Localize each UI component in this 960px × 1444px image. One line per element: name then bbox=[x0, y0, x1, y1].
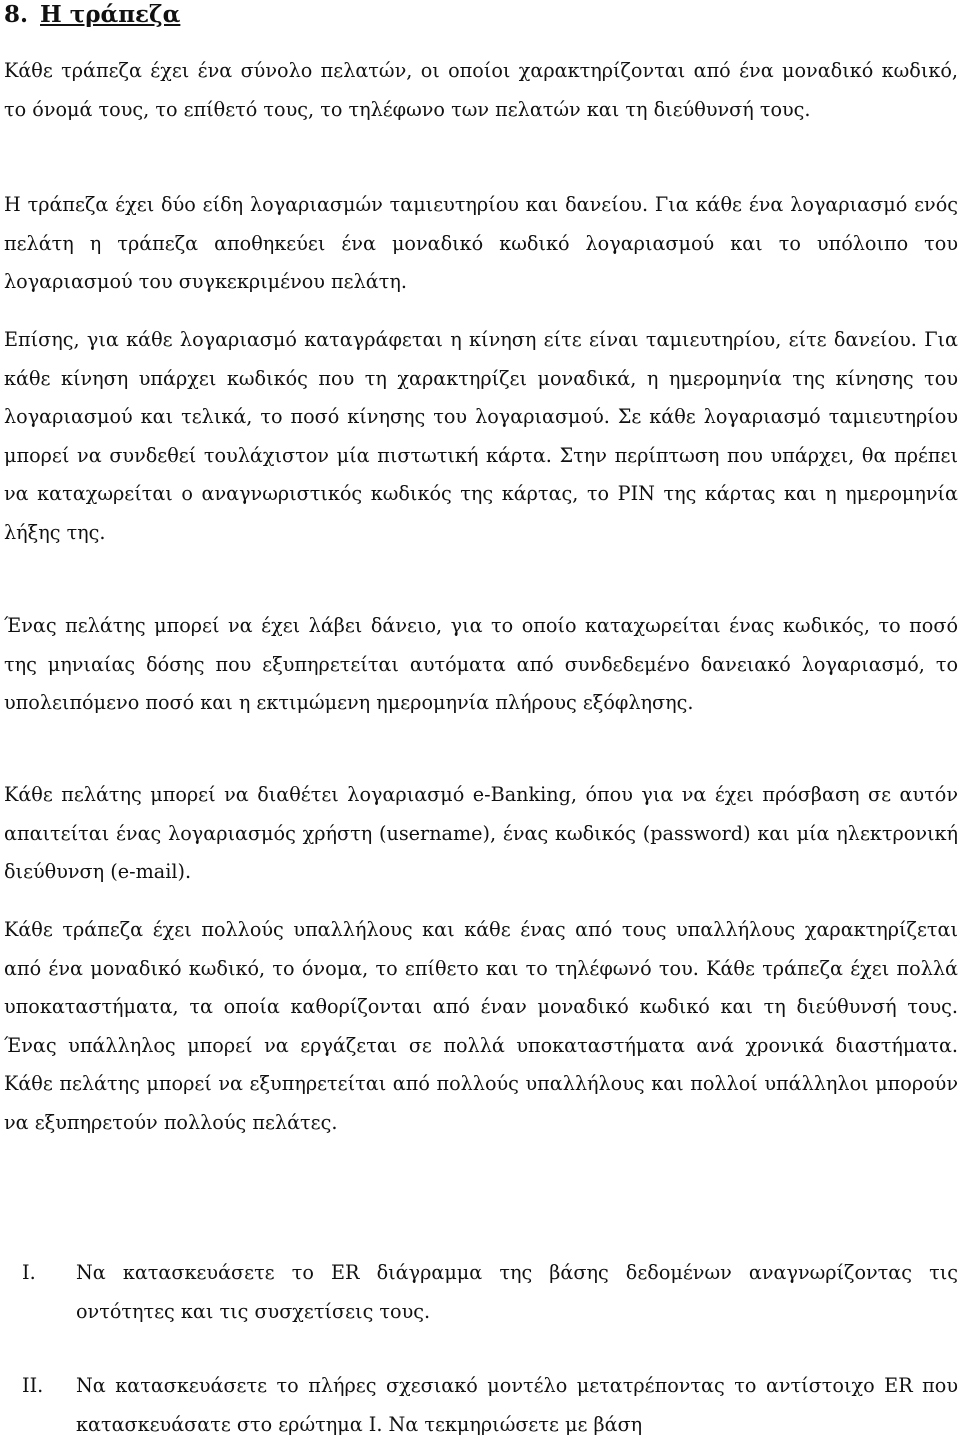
paragraph-accounts: Η τράπεζα έχει δύο είδη λογαριασμών ταμιευτηρίου και δανείου. Για κάθε ένα λογαριασμό ενός πελάτη η τράπεζα αποθηκεύει ένα μοναδικό κωδικό λογαριασμού και το υπόλοιπο του λογαριασμού του συγκεκριμένου πελάτη. bbox=[4, 193, 958, 293]
question-item bbox=[4, 1254, 958, 1331]
section-number: 8. bbox=[4, 1, 29, 28]
question-item bbox=[4, 1367, 958, 1444]
paragraph-customers: Κάθε τράπεζα έχει ένα σύνολο πελατών, οι οποίοι χαρακτηρίζονται από ένα μοναδικό κωδικό, το όνομά τους, το επίθετό τους, το τηλέφωνο των πελατών και τη διεύθυνσή τους. bbox=[4, 59, 958, 121]
section-title: Η τράπεζα bbox=[40, 1, 181, 28]
section-heading bbox=[4, 0, 180, 30]
paragraph-loans: Ένας πελάτης μπορεί να έχει λάβει δάνειο, για το οποίο καταχωρείται ένας κωδικός, το ποσό της μηνιαίας δόσης που εξυπηρετείται αυτόματα από συνδεδεμένο δανειακό λογαριασμό, το υπολειπόμενο ποσό και η εκτιμώμενη ημερομηνία πλήρους εξόφλησης. bbox=[4, 614, 958, 714]
question-number: II. bbox=[22, 1374, 44, 1397]
paragraph-employees: Κάθε τράπεζα έχει πολλούς υπαλλήλους και κάθε ένας από τους υπαλλήλους χαρακτηρίζεται από ένα μοναδικό κωδικό, το όνομα, το επίθετο και το τηλέφωνό του. Κάθε τράπεζα έχει πολλά υποκαταστήματα, τα οποία καθορίζονται από έναν μοναδικό κωδικό και τη διεύθυνσή τους. Ένας υπάλληλος μπορεί να εργάζεται σε πολλά υποκαταστήματα ανά χρονικά διαστήματα. Κάθε πελάτης μπορεί να εξυπηρετείται από πολλούς υπαλλήλους και πολλοί υπάλληλοι μπορούν να εξυπηρετούν πολλούς πελάτες. bbox=[4, 918, 958, 1134]
question-number: I. bbox=[22, 1261, 36, 1284]
paragraph-transactions: Επίσης, για κάθε λογαριασμό καταγράφεται η κίνηση είτε είναι ταμιευτηρίου, είτε δανείου. Για κάθε κίνηση υπάρχει κωδικός που τη χαρακτηρίζει μοναδικά, η ημερομηνία της κίνησης του λογαριασμού και τελικά, το ποσό κίνησης του λογαριασμού. Σε κάθε λογαριασμό ταμιευτηρίου μπορεί να συνδεθεί τουλάχιστον μία πιστωτική κάρτα. Στην περίπτωση που υπάρχει, θα πρέπει να καταχωρείται ο αναγνωριστικός κωδικός της κάρτας, το PIN της κάρτας και η ημερομηνία λήξης της. bbox=[4, 328, 958, 544]
question-text: Να κατασκευάσετε το ER διάγραμμα της βάσης δεδομένων αναγνωρίζοντας τις οντότητες και τις συσχετίσεις τους. bbox=[76, 1261, 958, 1323]
question-text: Να κατασκευάσετε το πλήρες σχεσιακό μοντέλο μετατρέποντας το αντίστοιχο ER που κατασκευάσατε στο ερώτημα I. Να τεκμηριώσετε με βάση bbox=[76, 1374, 958, 1436]
paragraph-ebanking: Κάθε πελάτης μπορεί να διαθέτει λογαριασμό e-Banking, όπου για να έχει πρόσβαση σε αυτόν απαιτείται ένας λογαριασμός χρήστη (username), ένας κωδικός (password) και μία ηλεκτρονική διεύθυνση (e-mail). bbox=[4, 783, 958, 883]
